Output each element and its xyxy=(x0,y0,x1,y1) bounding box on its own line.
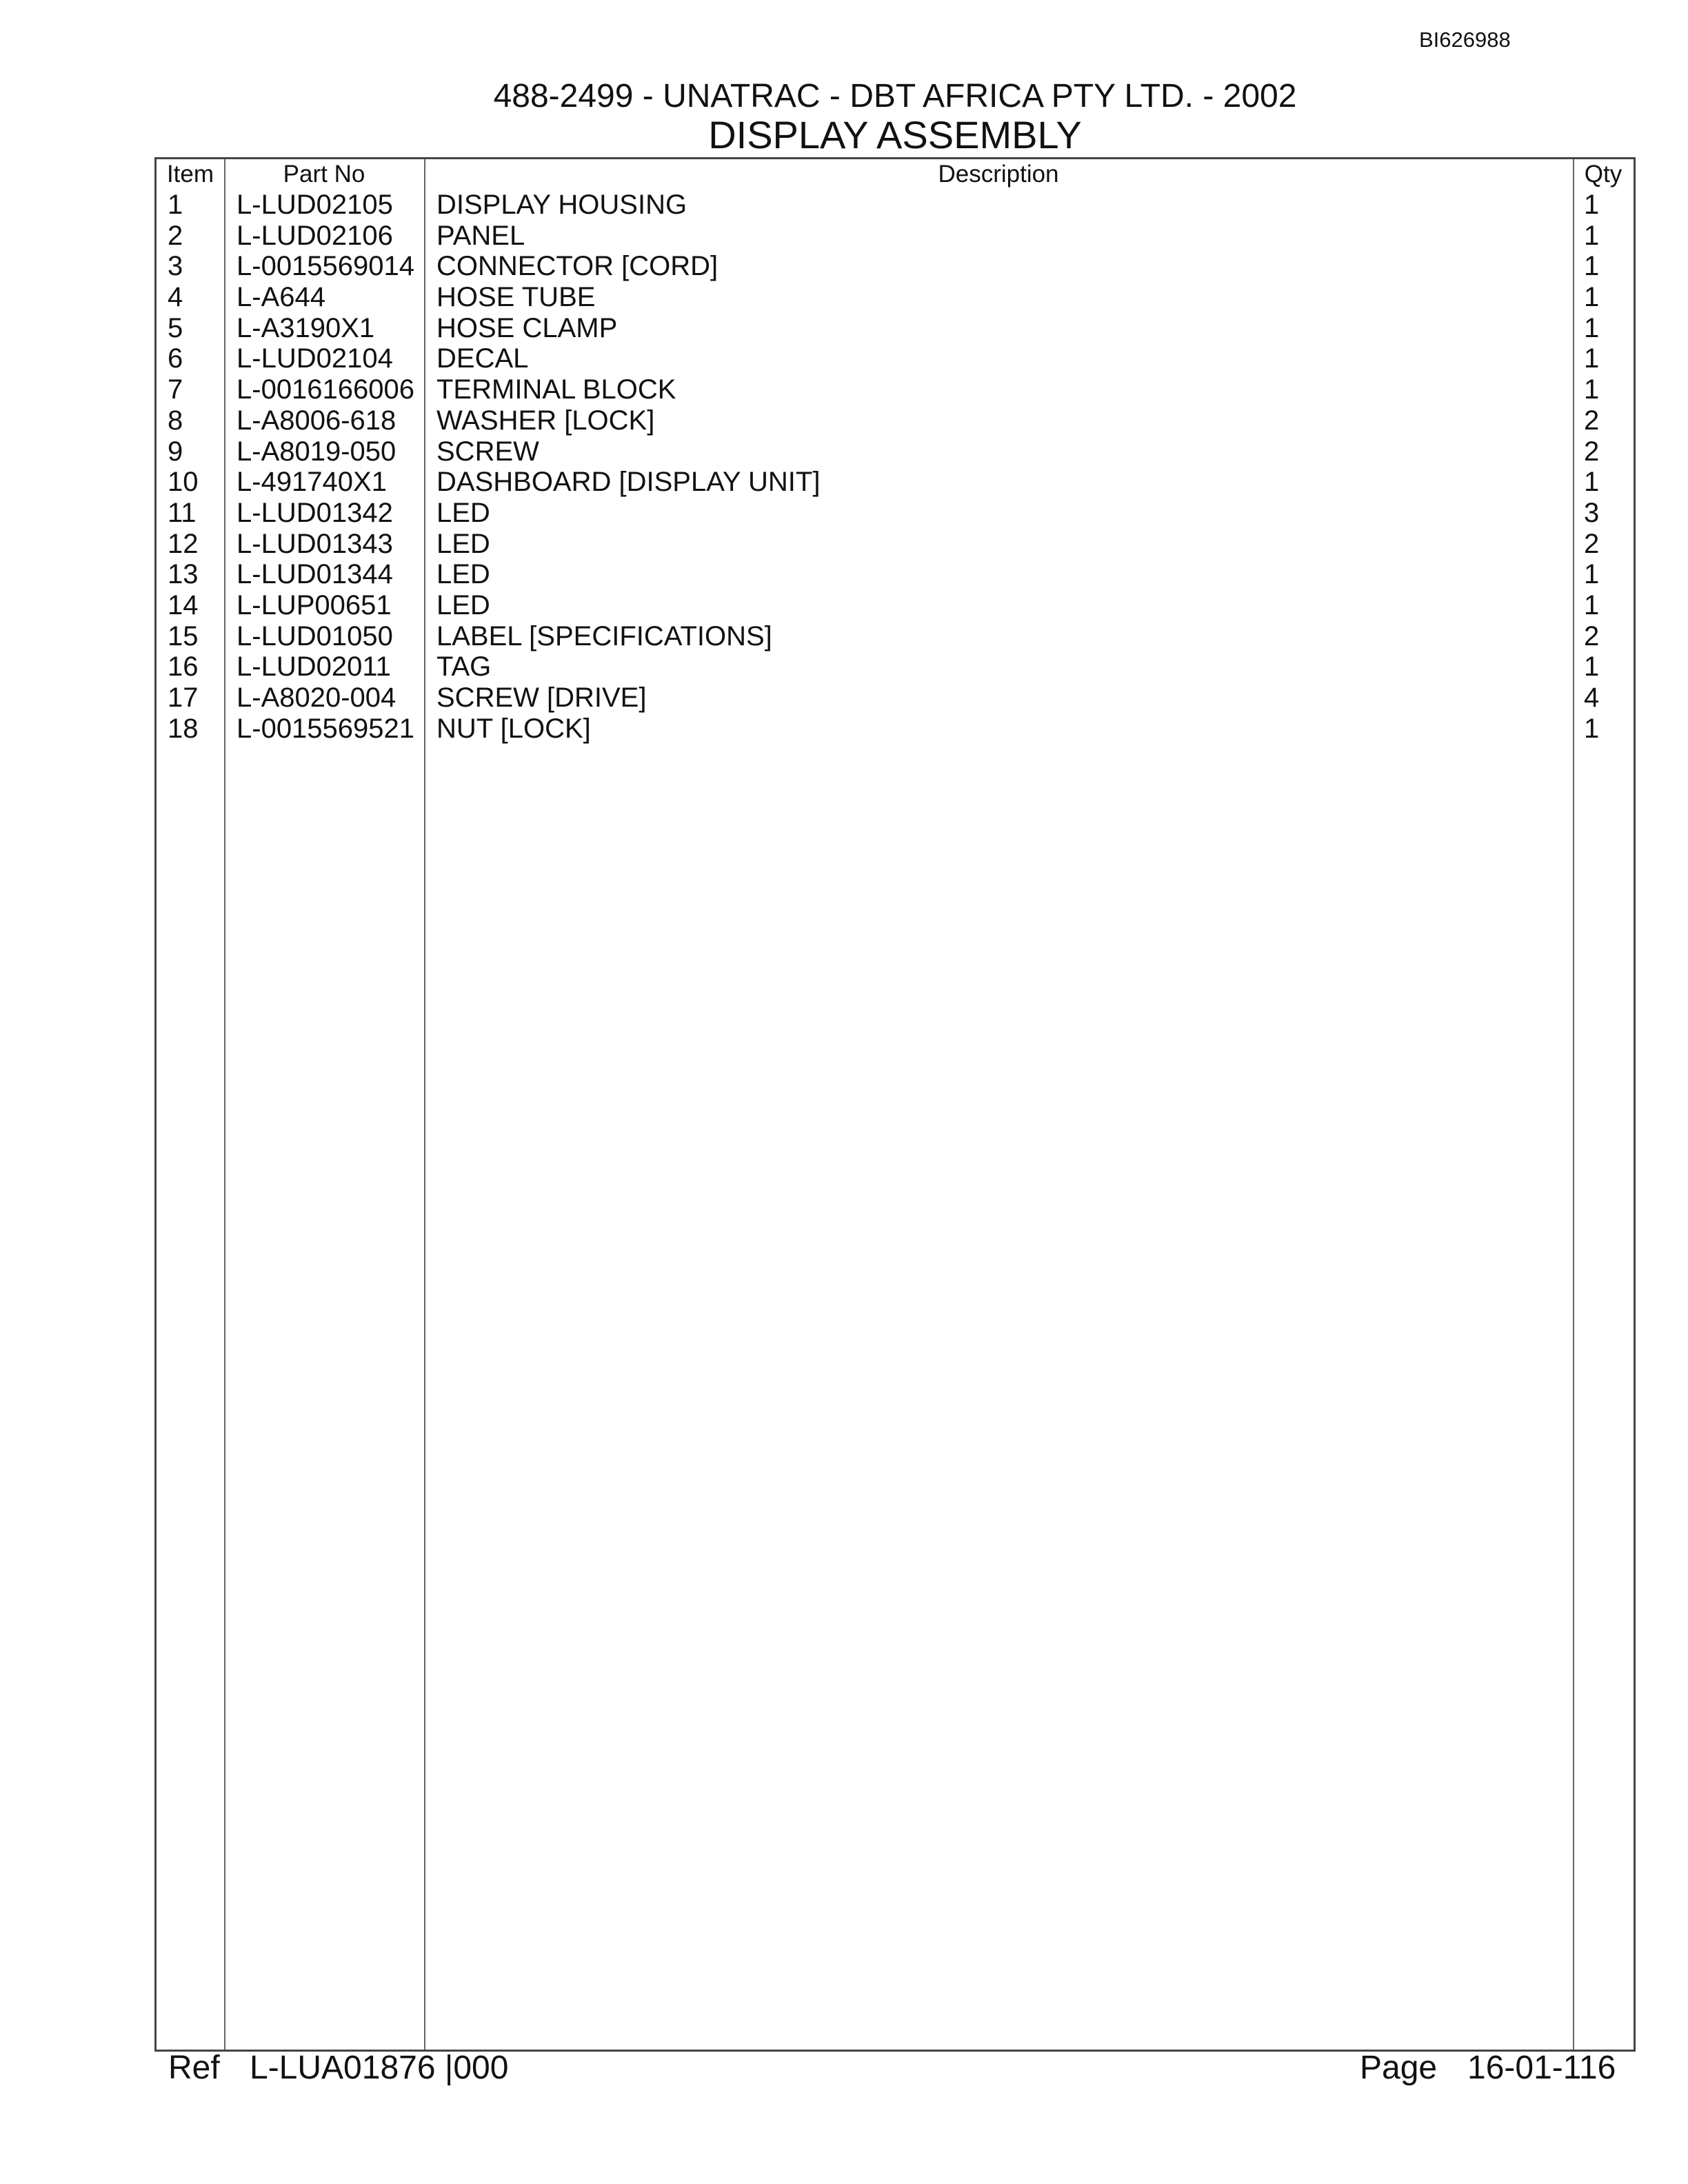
quantity: 3 xyxy=(1584,497,1600,528)
part-number: L-491740X1 xyxy=(237,467,387,498)
quantity: 1 xyxy=(1584,220,1600,251)
table-row xyxy=(157,343,1634,374)
part-number: L-A8019-050 xyxy=(237,436,396,467)
table-row xyxy=(157,529,1634,560)
quantity: 1 xyxy=(1584,190,1600,220)
table-row xyxy=(157,282,1634,313)
part-description: WASHER [LOCK] xyxy=(436,405,655,436)
part-description: DASHBOARD [DISPLAY UNIT] xyxy=(436,467,821,498)
part-number: L-LUD01344 xyxy=(237,559,393,590)
part-number: L-0015569014 xyxy=(237,251,415,282)
part-description: DISPLAY HOUSING xyxy=(436,190,687,220)
header-part-no: Part No xyxy=(283,161,365,188)
quantity: 2 xyxy=(1584,405,1600,436)
table-row xyxy=(157,498,1634,529)
quantity: 1 xyxy=(1584,651,1600,682)
part-number: L-A8020-004 xyxy=(237,682,396,713)
item-number: 15 xyxy=(168,620,199,651)
table-row xyxy=(157,374,1634,405)
header-description: Description xyxy=(938,161,1059,188)
quantity: 1 xyxy=(1584,589,1600,620)
part-number: L-LUD02105 xyxy=(237,190,393,220)
item-number: 12 xyxy=(168,528,199,559)
part-description: LED xyxy=(436,559,490,590)
part-description: HOSE CLAMP xyxy=(436,312,618,343)
part-description: LED xyxy=(436,497,490,528)
part-number: L-LUD01342 xyxy=(237,497,393,528)
part-description: TAG xyxy=(436,651,492,682)
item-number: 1 xyxy=(168,190,183,220)
table-row xyxy=(157,467,1634,498)
table-row xyxy=(157,190,1634,221)
part-number: L-LUD01050 xyxy=(237,620,393,651)
quantity: 1 xyxy=(1584,343,1600,374)
part-description: LED xyxy=(436,528,490,559)
item-number: 9 xyxy=(168,436,183,467)
part-number: L-LUD02011 xyxy=(237,651,391,682)
ref-value: L-LUA01876 |000 xyxy=(250,2050,509,2086)
quantity: 1 xyxy=(1584,251,1600,282)
item-number: 13 xyxy=(168,559,199,590)
page-title: 488-2499 - UNATRAC - DBT AFRICA PTY LTD. - 2002 xyxy=(493,78,1297,114)
quantity: 2 xyxy=(1584,620,1600,651)
header-qty: Qty xyxy=(1584,161,1622,188)
item-number: 2 xyxy=(168,220,183,251)
item-number: 3 xyxy=(168,251,183,282)
item-number: 5 xyxy=(168,312,183,343)
document-id: BI626988 xyxy=(1419,28,1511,52)
header-item: Item xyxy=(166,161,214,188)
table-row xyxy=(157,714,1634,745)
table-row xyxy=(157,651,1634,682)
part-description: SCREW [DRIVE] xyxy=(436,682,647,713)
quantity: 4 xyxy=(1584,682,1600,713)
item-number: 11 xyxy=(168,497,197,528)
quantity: 1 xyxy=(1584,467,1600,498)
ref-label: Ref xyxy=(168,2050,220,2086)
quantity: 1 xyxy=(1584,559,1600,590)
part-number: L-LUD01343 xyxy=(237,528,393,559)
item-number: 17 xyxy=(168,682,199,713)
table-row xyxy=(157,251,1634,282)
part-number: L-A8006-618 xyxy=(237,405,396,436)
part-description: DECAL xyxy=(436,343,529,374)
part-number: L-LUD02106 xyxy=(237,220,393,251)
table-row xyxy=(157,682,1634,714)
table-row xyxy=(157,559,1634,590)
table-row xyxy=(157,221,1634,252)
item-number: 7 xyxy=(168,374,183,405)
part-description: PANEL xyxy=(436,220,525,251)
part-description: TERMINAL BLOCK xyxy=(436,374,676,405)
table-header xyxy=(157,159,1634,190)
part-description: SCREW xyxy=(436,436,539,467)
part-number: L-LUP00651 xyxy=(237,589,392,620)
item-number: 8 xyxy=(168,405,183,436)
item-number: 14 xyxy=(168,589,199,620)
page-label: Page xyxy=(1360,2050,1438,2086)
part-description: NUT [LOCK] xyxy=(436,713,591,744)
item-number: 18 xyxy=(168,713,199,744)
table-row xyxy=(157,621,1634,652)
quantity: 1 xyxy=(1584,374,1600,405)
quantity: 1 xyxy=(1584,282,1600,313)
part-description: LED xyxy=(436,589,490,620)
table-row xyxy=(157,405,1634,436)
part-description: LABEL [SPECIFICATIONS] xyxy=(436,620,772,651)
part-number: L-A644 xyxy=(237,282,325,313)
part-number: L-0016166006 xyxy=(237,374,415,405)
table-row xyxy=(157,436,1634,467)
page-number: 16-01-116 xyxy=(1467,2050,1616,2086)
part-description: HOSE TUBE xyxy=(436,282,596,313)
quantity: 1 xyxy=(1584,713,1600,744)
table-body xyxy=(157,190,1634,744)
quantity: 2 xyxy=(1584,436,1600,467)
quantity: 2 xyxy=(1584,528,1600,559)
quantity: 1 xyxy=(1584,312,1600,343)
table-row xyxy=(157,313,1634,344)
part-description: CONNECTOR [CORD] xyxy=(436,251,719,282)
item-number: 16 xyxy=(168,651,199,682)
part-number: L-A3190X1 xyxy=(237,312,375,343)
part-number: L-0015569521 xyxy=(237,713,415,744)
assembly-name: DISPLAY ASSEMBLY xyxy=(708,113,1082,156)
part-number: L-LUD02104 xyxy=(237,343,393,374)
item-number: 4 xyxy=(168,282,183,313)
item-number: 10 xyxy=(168,467,199,498)
table-row xyxy=(157,590,1634,621)
item-number: 6 xyxy=(168,343,183,374)
parts-table xyxy=(154,157,1636,2052)
